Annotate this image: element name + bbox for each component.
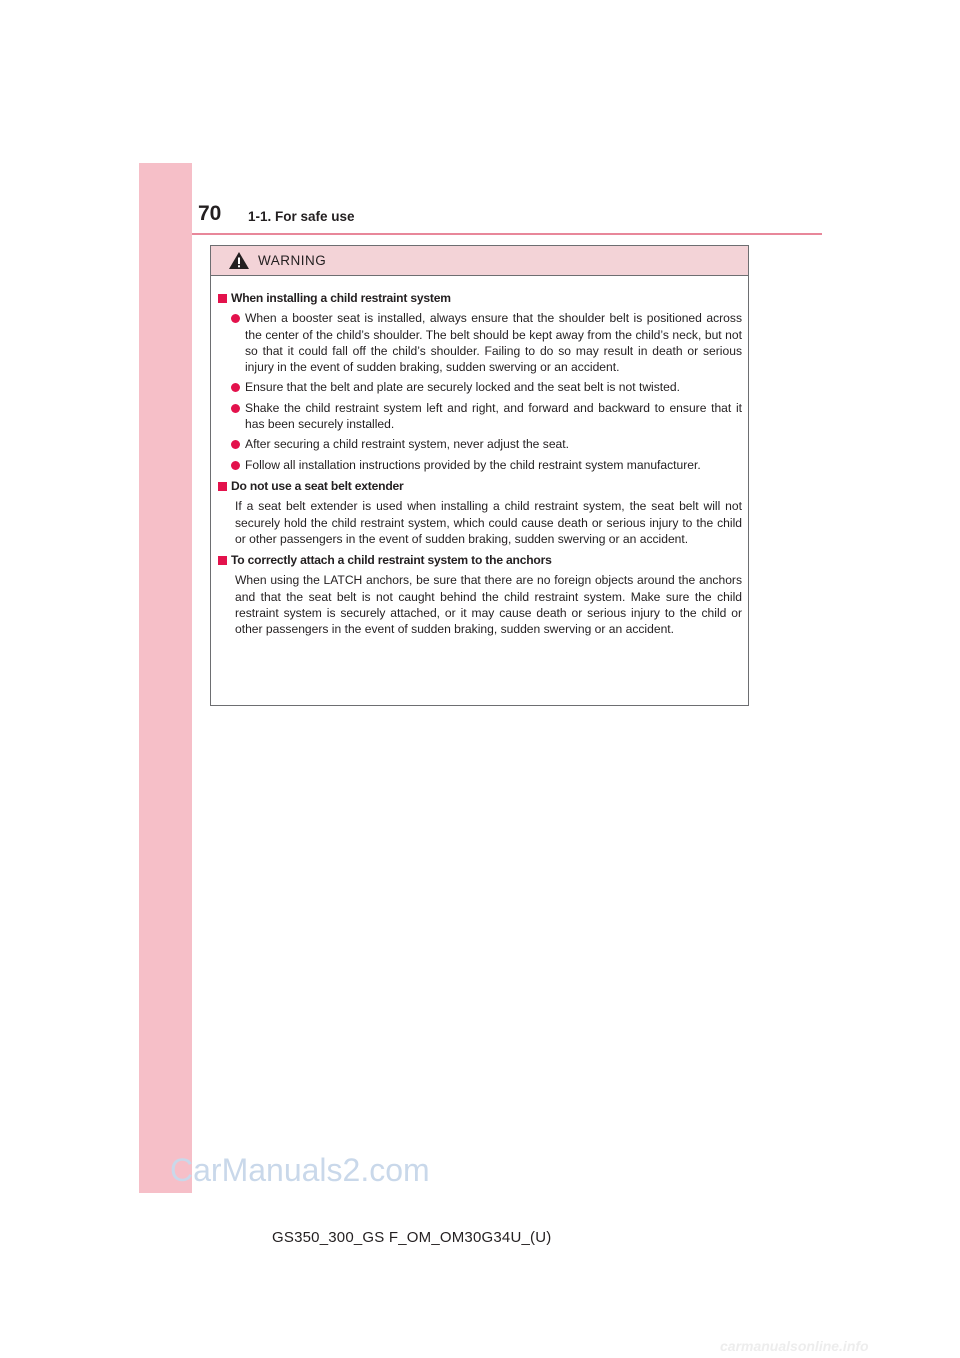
site-watermark: carmanualsonline.info [720, 1338, 869, 1354]
section-title: 1-1. For safe use [248, 209, 355, 224]
bullet-text: Shake the child restraint system left and right, and forward and backward to ensure that it has been securely installed. [245, 400, 742, 432]
section-heading [217, 290, 742, 306]
side-band [139, 163, 192, 1193]
section-heading [217, 552, 742, 568]
warning-triangle-icon [228, 251, 250, 270]
heading-text: Do not use a seat belt extender [231, 478, 404, 493]
square-marker-icon [218, 482, 227, 491]
header-rule [192, 233, 822, 235]
warning-box [210, 245, 749, 706]
bullet-item [231, 400, 742, 433]
bullet-item [231, 457, 742, 473]
heading-text: When installing a child restraint system [231, 291, 451, 305]
bullet-dot-icon [231, 440, 240, 449]
bullet-dot-icon [231, 383, 240, 392]
warning-header [211, 246, 748, 276]
bullet-item [231, 379, 742, 395]
square-marker-icon [218, 556, 227, 565]
page-number: 70 [198, 202, 222, 225]
warning-body [211, 276, 748, 638]
square-marker-icon [218, 294, 227, 303]
bullet-item [231, 436, 742, 452]
section-paragraph: If a seat belt extender is used when installing a child restraint system, the seat belt will not securely hold the child restraint system, which could cause death or serious injury to the child or other passengers in the event of sudden braking, sudden swerving or an accident. [235, 499, 742, 546]
bullet-text: When a booster seat is installed, always ensure that the shoulder belt is positioned across the center of the child’s shoulder. The belt should be kept away from the child’s neck, but not so that it could fall off the child’s shoulder. Failing to do so may result in death or serious injury in the event of sudden braking, sudden swerving or an accident. [245, 311, 742, 375]
bullet-text: Ensure that the belt and plate are securely locked and the seat belt is not twisted. [245, 380, 680, 395]
bullet-dot-icon [231, 404, 240, 413]
footer-code: GS350_300_GS F_OM_OM30G34U_(U) [272, 1229, 552, 1246]
bullet-dot-icon [231, 461, 240, 470]
section-paragraph: When using the LATCH anchors, be sure that there are no foreign objects around the anchors and that the seat belt is not caught behind the child restraint system. Make sure the child restraint system is securely attached, or it may cause death or serious injury to the child or other passengers in the event of sudden braking, sudden swerving or an accident. [235, 573, 742, 637]
heading-text: To correctly attach a child restraint system to the anchors [231, 553, 552, 568]
warning-title: WARNING [258, 253, 327, 268]
bullet-text: Follow all installation instructions provided by the child restraint system manufacturer. [245, 457, 701, 472]
bullet-text: After securing a child restraint system, never adjust the seat. [245, 437, 569, 452]
watermark-logo: CarManuals2.com [170, 1152, 430, 1188]
bullet-item [231, 310, 742, 375]
section-heading [217, 478, 742, 494]
bullet-dot-icon [231, 314, 240, 323]
